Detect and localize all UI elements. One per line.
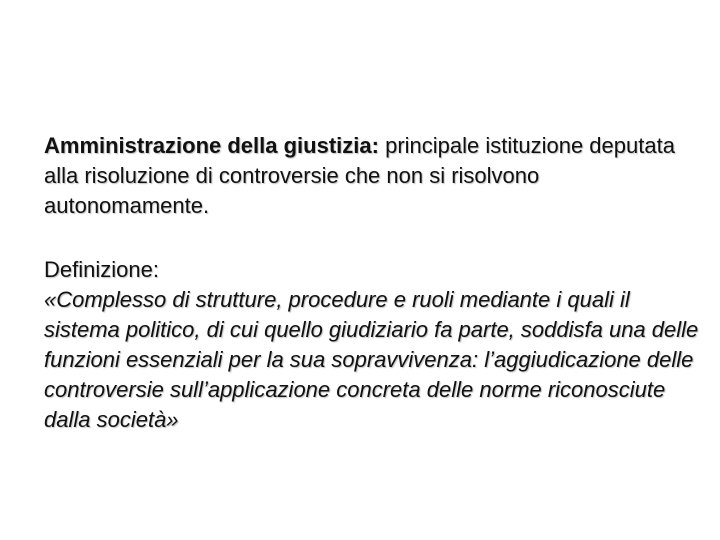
definition-quote: «Complesso di strutture, procedure e ruoli mediante i quali il sistema politico, di cui quello giudiziario fa parte, soddisfa una delle funzioni essenziali per la sua sopravvivenza: l’aggiudicazione delle controversie sull’applicazione concreta delle norme riconosciute dalla società»	[44, 287, 699, 432]
term-description: principale istituzione deputata alla risoluzione di controversie che non si risolvono autonomamente.	[44, 133, 675, 218]
quote-paragraph	[44, 255, 704, 435]
definition-paragraph	[44, 131, 704, 221]
slide-body	[44, 131, 704, 435]
definition-label: Definizione:	[44, 257, 159, 282]
term-heading: Amministrazione della giustizia:	[44, 133, 379, 158]
